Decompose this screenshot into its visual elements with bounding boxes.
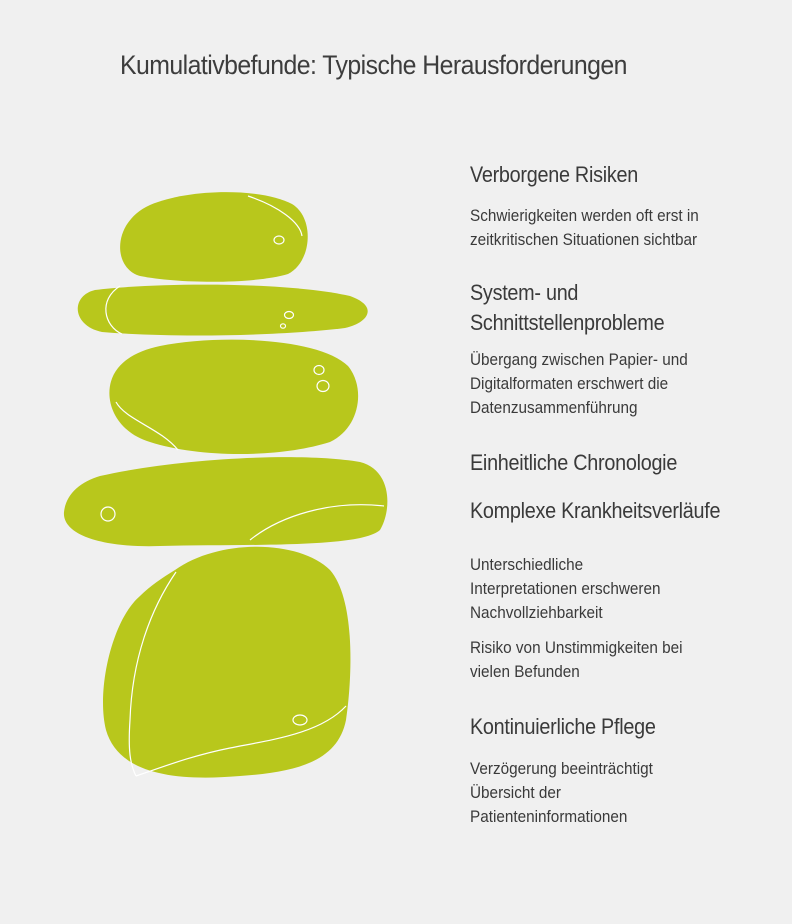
- desc-kontinuierliche-pflege: Verzögerung beeinträchtigt Übersicht der Patienteninformationen: [470, 759, 653, 826]
- desc-system-schnittstellen: Übergang zwischen Papier- und Digitalformaten erschwert die Datenzusammenführung: [470, 350, 688, 417]
- desc-risiko-unstimmigkeiten: Risiko von Unstimmigkeiten bei vielen Befunden: [470, 638, 683, 681]
- desc-verborgene-risiken: Schwierigkeiten werden oft erst in zeitkritischen Situationen sichtbar: [470, 206, 699, 249]
- page-title: Kumulativbefunde: Typische Herausforderungen: [120, 50, 627, 80]
- stone-fourth: [64, 457, 387, 546]
- desc-komplexe-krankheitsverlaeufe: Unterschiedliche Interpretationen erschweren Nachvollziehbarkeit: [470, 555, 661, 622]
- stone-third: [109, 340, 358, 454]
- stone-second: [78, 285, 368, 336]
- heading-komplexe-krankheitsverlaeufe: Komplexe Krankheitsverläufe: [470, 498, 721, 523]
- heading-einheitliche-chronologie: Einheitliche Chronologie: [470, 450, 678, 475]
- heading-system-schnittstellen: System- und Schnittstellenprobleme: [470, 280, 665, 335]
- heading-verborgene-risiken: Verborgene Risiken: [470, 162, 638, 187]
- heading-kontinuierliche-pflege: Kontinuierliche Pflege: [470, 714, 656, 739]
- stone-top: [120, 192, 308, 282]
- stone-bottom: [103, 547, 350, 778]
